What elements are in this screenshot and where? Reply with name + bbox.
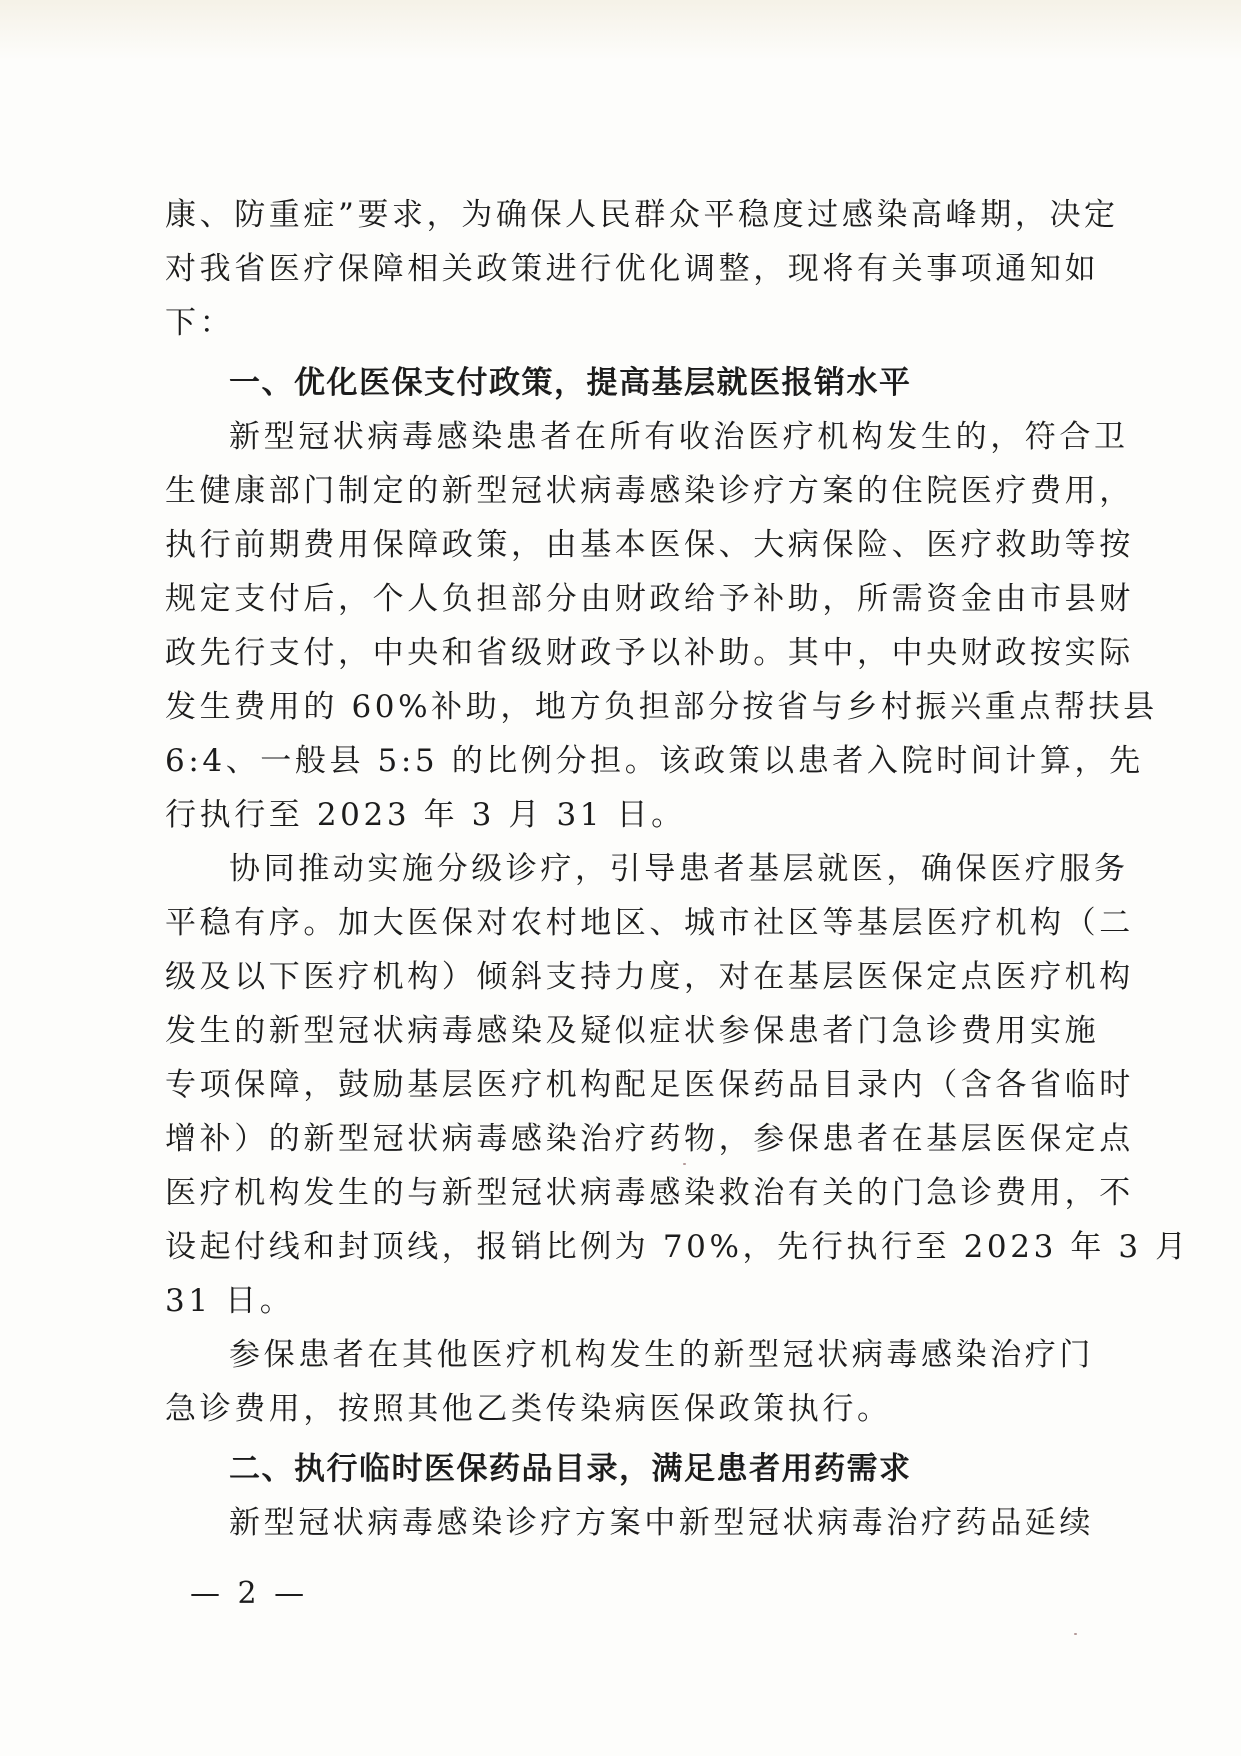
text-line: 6:4、一般县 5:5 的比例分担。该政策以患者入院时间计算，先 — [165, 743, 1144, 779]
section-1-paragraph-2 — [165, 842, 1190, 1328]
document-body — [165, 188, 1190, 1550]
scan-speck — [1074, 1633, 1077, 1635]
text-line: 发生的新型冠状病毒感染及疑似症状参保患者门急诊费用实施 — [165, 1013, 1100, 1049]
text-line: 发生费用的 60%补助，地方负担部分按省与乡村振兴重点帮扶县 — [165, 689, 1158, 725]
section-1-paragraph-1 — [165, 410, 1158, 842]
scan-edge-tint — [0, 0, 1241, 60]
section-2-heading: 二、执行临时医保药品目录，满足患者用药需求 — [229, 1451, 912, 1487]
text-line: 平稳有序。加大医保对农村地区、城市社区等基层医疗机构（二 — [165, 905, 1134, 941]
section-1-paragraph-3 — [165, 1328, 1094, 1436]
text-line: 新型冠状病毒感染诊疗方案中新型冠状病毒治疗药品延续 — [229, 1505, 1094, 1541]
scan-speck — [683, 1163, 686, 1165]
text-line: 执行前期费用保障政策，由基本医保、大病保险、医疗救助等按 — [165, 527, 1134, 563]
text-line: 专项保障，鼓励基层医疗机构配足医保药品目录内（含各省临时 — [165, 1067, 1134, 1103]
text-line: 设起付线和封顶线，报销比例为 70%，先行执行至 2023 年 3 月 — [165, 1229, 1190, 1265]
text-line: 下： — [165, 305, 235, 341]
text-line: 31 日。 — [165, 1283, 295, 1319]
text-line: 医疗机构发生的与新型冠状病毒感染救治有关的门急诊费用，不 — [165, 1175, 1134, 1211]
text-line: 康、防重症”要求，为确保人民群众平稳度过感染高峰期，决定 — [165, 197, 1119, 233]
page-number: — 2 — — [190, 1576, 309, 1611]
text-line: 规定支付后，个人负担部分由财政给予补助，所需资金由市县财 — [165, 581, 1134, 617]
text-line: 政先行支付，中央和省级财政予以补助。其中，中央财政按实际 — [165, 635, 1134, 671]
text-line: 级及以下医疗机构）倾斜支持力度，对在基层医保定点医疗机构 — [165, 959, 1134, 995]
text-line: 生健康部门制定的新型冠状病毒感染诊疗方案的住院医疗费用， — [165, 473, 1134, 509]
text-line: 行执行至 2023 年 3 月 31 日。 — [165, 797, 686, 833]
text-line: 增补）的新型冠状病毒感染治疗药物，参保患者在基层医保定点 — [165, 1121, 1134, 1157]
text-line: 参保患者在其他医疗机构发生的新型冠状病毒感染治疗门 — [229, 1337, 1094, 1373]
section-1-heading: 一、优化医保支付政策，提高基层就医报销水平 — [229, 365, 912, 401]
text-line: 新型冠状病毒感染患者在所有收治医疗机构发生的，符合卫 — [229, 419, 1129, 455]
opening-paragraph — [165, 188, 1119, 350]
text-line: 急诊费用，按照其他乙类传染病医保政策执行。 — [165, 1391, 892, 1427]
text-line: 对我省医疗保障相关政策进行优化调整，现将有关事项通知如 — [165, 251, 1100, 287]
section-2-paragraph-1 — [165, 1496, 1094, 1550]
text-line: 协同推动实施分级诊疗，引导患者基层就医，确保医疗服务 — [229, 851, 1129, 887]
